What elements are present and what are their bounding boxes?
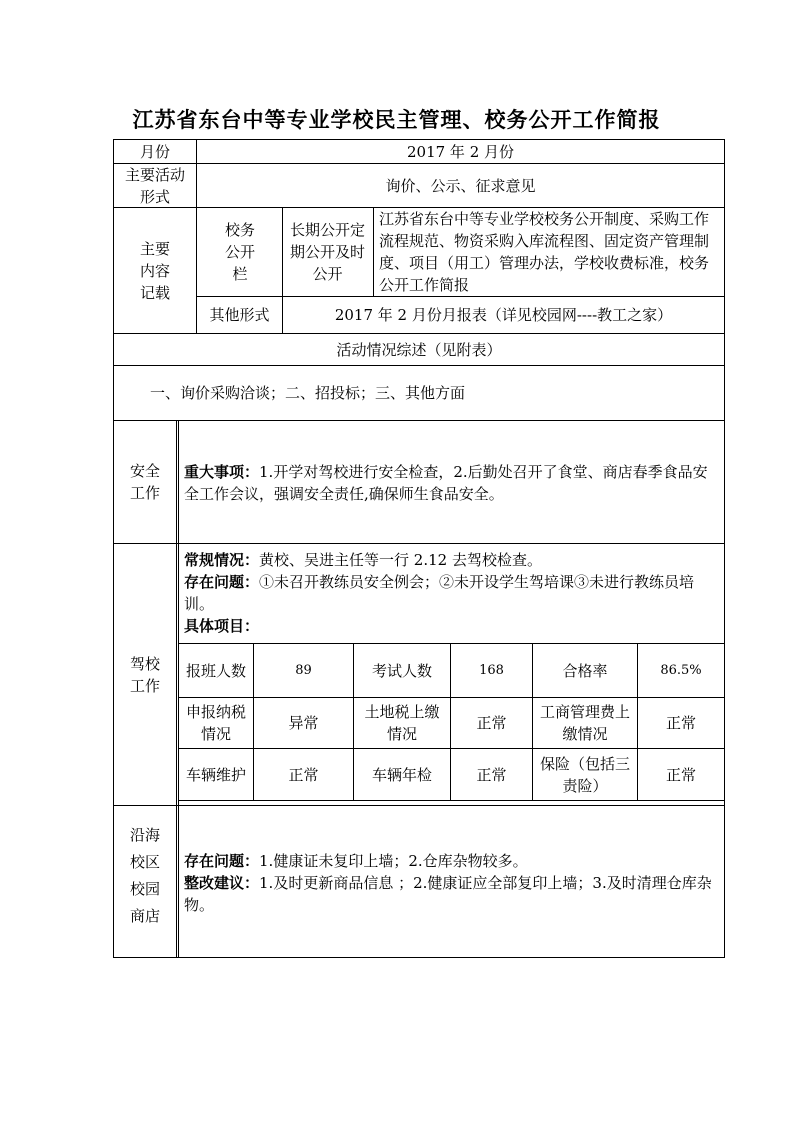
other-label: 其他形式 <box>209 306 270 324</box>
table-cell: 正常 <box>288 765 319 784</box>
routine-heading: 常规情况： <box>184 551 260 569</box>
table-cell: 土地税上缴情况 <box>364 703 440 743</box>
problem-heading: 存在问题： <box>184 573 260 591</box>
table-cell: 86.5% <box>660 662 702 678</box>
col-divider <box>176 420 177 957</box>
table-cell: 保险（包括三责险） <box>539 754 630 795</box>
table-border <box>724 139 725 957</box>
row-divider <box>113 420 725 421</box>
problem-text: ①未召开教练员安全例会；②未开设学生驾培课③未进行教练员培训。 <box>184 573 695 613</box>
coastal-problem-heading: 存在问题： <box>184 852 260 870</box>
safety-label: 安全工作 <box>130 462 161 502</box>
table-cell: 89 <box>295 662 312 678</box>
coastal-suggest-line <box>184 872 720 916</box>
coastal-label-line: 校园 <box>129 880 160 898</box>
driving-content <box>184 549 720 637</box>
table-cell: 车辆维护 <box>185 765 246 784</box>
content-label: 主要内容记载 <box>139 239 170 302</box>
table-cell: 正常 <box>665 714 696 732</box>
table-cell: 合格率 <box>562 661 608 680</box>
col-divider <box>373 207 374 296</box>
period-label: 长期公开定期公开及时公开 <box>290 221 366 283</box>
month-value: 2017 年 2 月份 <box>406 142 515 161</box>
activity-value: 询价、公示、征求意见 <box>385 176 536 195</box>
safety-text: 1.开学对驾校进行安全检查，2.后勤处召开了食堂、商店春季食品安全工作会议，强调安全责任,确保师生食品安全。 <box>184 463 708 503</box>
routine-line <box>184 549 720 571</box>
driving-label: 驾校工作 <box>130 654 161 695</box>
items-heading: 具体项目： <box>184 617 260 635</box>
table-cell: 正常 <box>476 765 507 784</box>
bulletin-label: 校务公开栏 <box>224 221 255 283</box>
activity-label: 主要活动形式 <box>124 165 185 206</box>
coastal-problem-line <box>184 850 720 872</box>
items-line <box>184 615 720 637</box>
coastal-suggest-text: 1.及时更新商品信息 ；2.健康证应全部复印上墙；3.及时清理仓库杂物。 <box>184 874 712 914</box>
table-cell: 车辆年检 <box>371 765 432 784</box>
coastal-label-line: 商店 <box>129 907 160 925</box>
row-divider <box>113 543 725 544</box>
document-title: 江苏省东台中等专业学校民主管理、校务公开工作简报 <box>132 107 661 132</box>
routine-text: 黄校、吴进主任等一行 2.12 去驾校检查。 <box>259 551 542 569</box>
table-cell: 正常 <box>665 765 696 784</box>
subtable-border <box>178 800 725 801</box>
coastal-suggest-heading: 整改建议： <box>184 874 260 892</box>
table-cell: 申报纳税情况 <box>185 703 246 743</box>
other-value: 2017 年 2 月份月报表（详见校园网----教工之家） <box>334 306 673 324</box>
coastal-content <box>184 850 720 916</box>
bulletin-text: 江苏省东台中等专业学校校务公开制度、采购工作流程规范、物资采购入库流程图、固定资产管理制度、项目（用工）管理办法，学校收费标准，校务公开工作简报 <box>379 210 710 294</box>
coastal-problem-text: 1.健康证未复印上墙；2.仓库杂物较多。 <box>259 852 528 870</box>
row-divider <box>113 805 725 806</box>
table-cell: 168 <box>479 662 504 678</box>
coastal-label-line: 校区 <box>129 853 160 871</box>
categories-text: 一、询价采购洽谈；二、招投标；三、其他方面 <box>150 384 466 402</box>
table-border <box>113 957 725 958</box>
table-cell: 正常 <box>476 714 507 732</box>
table-cell: 异常 <box>288 714 319 732</box>
table-cell: 工商管理费上缴情况 <box>540 703 631 743</box>
coastal-label <box>114 822 176 930</box>
problem-line <box>184 571 720 615</box>
safety-heading: 重大事项： <box>184 463 260 481</box>
summary-label: 活动情况综述（见附表） <box>336 340 502 359</box>
table-cell: 考试人数 <box>371 661 432 680</box>
table-cell: 报班人数 <box>185 661 246 680</box>
month-label: 月份 <box>139 142 170 161</box>
coastal-label-line: 沿海 <box>129 826 160 844</box>
safety-content <box>184 461 720 505</box>
